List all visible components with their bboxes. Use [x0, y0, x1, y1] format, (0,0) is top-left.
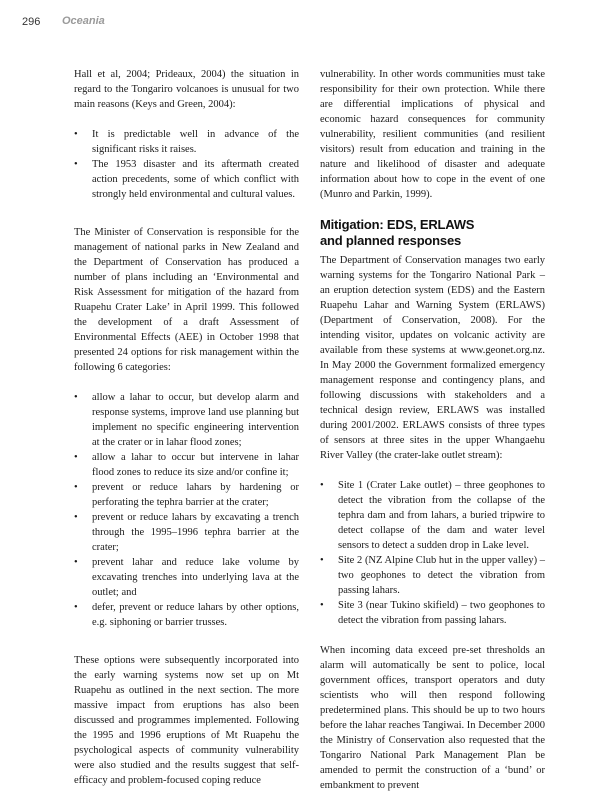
list-item: • It is predictable well in advance of the significant risks it raises. — [74, 127, 299, 157]
list-item: • prevent lahar and reduce lake volume by excavating trenches into underlying lava at the outlet; and — [74, 555, 299, 600]
paragraph: vulnerability. In other words communities must take responsibility for their own protection. While there are differential implications of physical and economic hazard consequences for community vulnerability, resilient communities (and resilient visitors) result from education and training in the nature and likelihood of disaster and adequate information about how to cope in the event of one (Munro and Parkin, 1999). — [320, 69, 545, 200]
running-head: Oceania — [62, 15, 105, 27]
list-item: • allow a lahar to occur, but develop alarm and response systems, improve land use planning but implement no specific engineering intervention at the crater or in lahar flood zones; — [74, 390, 299, 450]
list-item: • Site 3 (near Tukino skifield) – two geophones to detect the vibration from passing lahars. — [320, 598, 545, 628]
categories-list — [74, 390, 299, 630]
section-heading — [320, 217, 545, 249]
paragraph: These options were subsequently incorporated into the early warning systems now set up on Mt Ruapehu as outlined in the next section. The more massive impact from eruptions has also been discussed and programmes implemented. Following the 1995 and 1996 eruptions of Mt Ruapehu the psychological aspects of community vulnerability were also studied and the results suggest that self-efficacy and problem-focused coping reduce — [74, 655, 299, 786]
paragraph: Hall et al, 2004; Prideaux, 2004) the situation in regard to the Tongariro volcanoes is unusual for two main reasons (Keys and Green, 2004): — [74, 69, 299, 110]
left-column — [74, 67, 299, 788]
reasons-list — [74, 127, 299, 202]
paragraph: The Minister of Conservation is responsible for the management of national parks in New Zealand and the Department of Conservation has produced a number of plans including an ‘Environmental and Risk Assessment for mitigation of the hazard from Ruapehu Crater Lake’ in April 1999. This followed the development of a draft Assessment of Environmental Effects (AEE) in October 1998 that presented 24 options for risk management within the following 6 categories: — [74, 227, 299, 373]
list-item: • defer, prevent or reduce lahars by other options, e.g. siphoning or barrier trusses. — [74, 600, 299, 630]
list-item: • prevent or reduce lahars by hardening or perforating the tephra barrier at the crater; — [74, 480, 299, 510]
list-item: • prevent or reduce lahars by excavating a trench through the 1995–1996 tephra barrier at the crater; — [74, 510, 299, 555]
list-item: • Site 1 (Crater Lake outlet) – three geophones to detect the vibration from the collapse of the tephra dam and from lahars, a buried tripwire to detect collapse of the dam and water level sensors to detect a sudden drop in Lake level. — [320, 478, 545, 553]
paragraph: The Department of Conservation manages two early warning systems for the Tongariro National Park – an eruption detection system (EDS) and the Eastern Ruapehu Lahar and Warning System (ERLAWS) (Department of Conservation, 2008). For the intending visitor, updates on volcanic activity are available from these systems at www.geonet.org.nz. In May 2000 the Government formalized emergency management response and contingency plans, and following discussions with stakeholders and a technical design review, ERLAWS was installed during 2001/2002. ERLAWS consists of three types of sensors at three sites in the upper Whangaehu River Valley (the crater-lake outlet stream): — [320, 255, 545, 461]
page-number: 296 — [22, 16, 41, 28]
section-heading-line: and planned responses — [320, 233, 462, 248]
list-item: • Site 2 (NZ Alpine Club hut in the upper valley) – two geophones to detect the vibration from passing lahars. — [320, 553, 545, 598]
section-heading-line: Mitigation: EDS, ERLAWS — [320, 217, 475, 232]
list-item: • The 1953 disaster and its aftermath created action precedents, some of which conflict with strongly held environmental and cultural values. — [74, 157, 299, 202]
right-column — [320, 67, 545, 793]
paragraph: When incoming data exceed pre-set thresholds an alarm will automatically be sent to police, local government offices, transport operators and duty scientists who will then respond following predetermined plans. This should be up to two hours before the lahar reaches Tangiwai. In December 2000 the Ministry of Conservation also requested that the Tongariro National Park Management Plan be amended to permit the construction of a ‘bund’ or embankment to prevent — [320, 645, 545, 791]
sites-list — [320, 478, 545, 628]
page-header — [0, 14, 613, 34]
list-item: • allow a lahar to occur but intervene in lahar flood zones to reduce its size and/or confine it; — [74, 450, 299, 480]
